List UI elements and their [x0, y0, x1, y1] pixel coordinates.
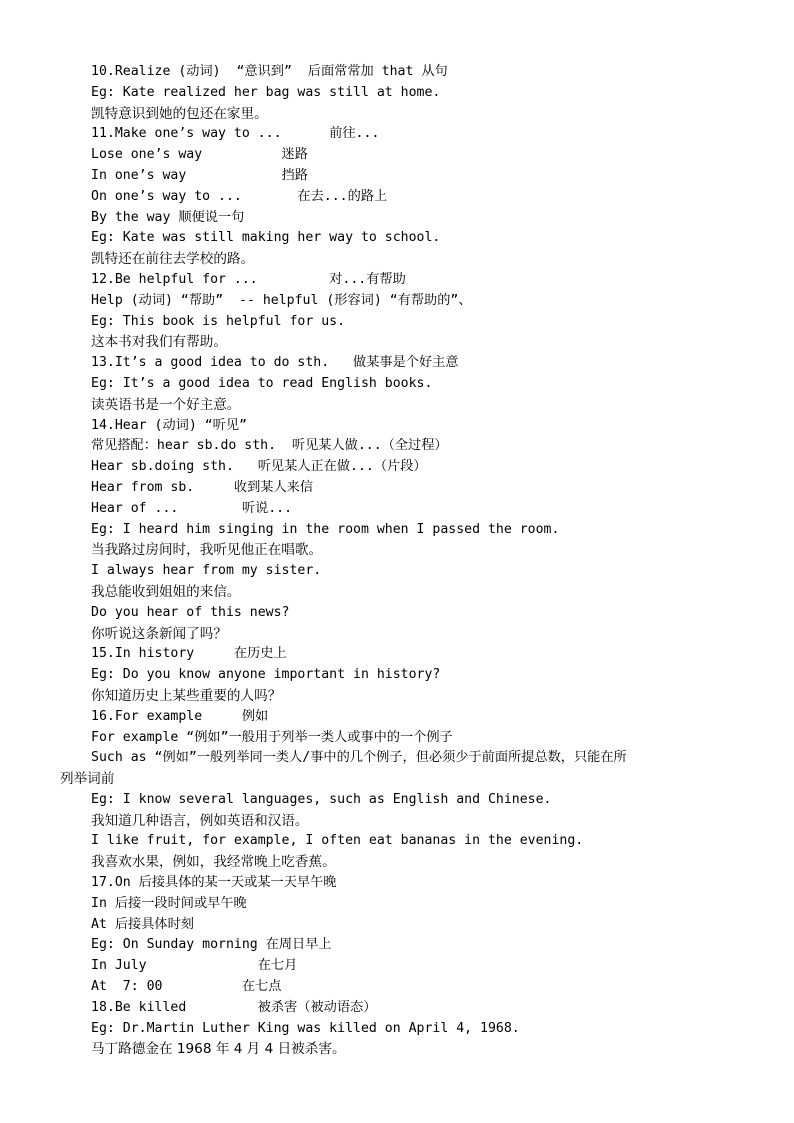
text-line: 我知道几种语言，例如英语和汉语。	[91, 812, 309, 829]
text-line: Eg: It’s a good idea to read English books.	[91, 375, 433, 391]
text-line: 11.Make one’s way to ... 前往...	[91, 126, 380, 142]
text-line: Eg: Do you know anyone important in history?	[91, 667, 441, 683]
text-line: 10.Realize (动词) “意识到” 后面常常加 that 从句	[91, 64, 448, 79]
text-line: 你知道历史上某些重要的人吗？	[91, 687, 282, 704]
text-line: Eg: This book is helpful for us.	[91, 313, 346, 329]
text-line: Hear sb.doing sth. 听见某人正在做...（片段）	[91, 459, 427, 475]
text-line: 凯特意识到她的包还在家里。	[91, 105, 268, 122]
text-line: 12.Be helpful for ... 对...有帮助	[91, 271, 406, 287]
text-line: On one’s way to ... 在去...的路上	[91, 188, 388, 204]
text-line: Such as “例如”一般列举同一类人/事中的几个例子，但必须少于前面所提总数，只能在所	[91, 750, 627, 766]
text-line: 常见搭配：hear sb.do sth. 听见某人做...（全过程）	[91, 438, 448, 454]
text-line: 凯特还在前往去学校的路。	[91, 251, 255, 268]
text-line: In 后接一段时间或早午晚	[91, 895, 247, 911]
text-line: By the way 顺便说一句	[91, 209, 245, 225]
text-line: In July 在七月	[91, 958, 298, 974]
text-line: Eg: On Sunday morning 在周日早上	[91, 937, 332, 953]
document-body	[60, 62, 750, 1060]
text-line: 16.For example 例如	[91, 708, 269, 724]
text-line: 我总能收到姐姐的来信。	[91, 583, 241, 600]
text-line: Hear from sb. 收到某人来信	[91, 479, 314, 495]
text-line: Eg: Kate was still making her way to school.	[91, 230, 441, 246]
text-line: 马丁路德金在 1968 年 4 月 4 日被杀害。	[91, 1041, 346, 1058]
text-line: 这本书对我们有帮助。	[91, 334, 227, 351]
text-line: At 7: 00 在七点	[91, 979, 282, 995]
text-line: 当我路过房间时，我听见他正在唱歌。	[91, 542, 323, 559]
text-line: Lose one’s way 迷路	[91, 147, 308, 163]
text-line: For example “例如”一般用于列举一类人或事中的一个例子	[91, 729, 453, 745]
text-line: 读英语书是一个好主意。	[91, 396, 241, 413]
text-line: Eg: Dr.Martin Luther King was killed on April 4, 1968.	[91, 1020, 520, 1036]
text-line: 17.On 后接具体的某一天或某一天早午晚	[91, 875, 337, 891]
text-line: 列举词前	[60, 771, 115, 788]
text-line: At 后接具体时刻	[91, 916, 194, 932]
text-line: 你听说这条新闻了吗？	[91, 625, 227, 642]
text-line: Eg: I heard him singing in the room when I passed the room.	[91, 521, 560, 537]
text-line: Eg: Kate realized her bag was still at home.	[91, 84, 441, 100]
text-line: Eg: I know several languages, such as English and Chinese.	[91, 791, 552, 807]
text-line: I like fruit, for example, I often eat bananas in the evening.	[91, 833, 584, 849]
text-line: 我喜欢水果，例如，我经常晚上吃香蕉。	[91, 854, 336, 871]
text-line: Help (动词) “帮助” -- helpful (形容词) “有帮助的”、	[91, 292, 472, 308]
text-line: I always hear from my sister.	[91, 563, 322, 579]
text-line: 13.It’s a good idea to do sth. 做某事是个好主意	[91, 355, 459, 371]
text-line: 14.Hear (动词) “听见”	[91, 417, 247, 433]
text-line: 15.In history 在历史上	[91, 646, 287, 662]
text-line: Do you hear of this news?	[91, 604, 290, 620]
text-line: Hear of ... 听说...	[91, 500, 293, 516]
text-line: In one’s way 挡路	[91, 167, 308, 183]
text-line: 18.Be killed 被杀害（被动语态）	[91, 999, 377, 1015]
